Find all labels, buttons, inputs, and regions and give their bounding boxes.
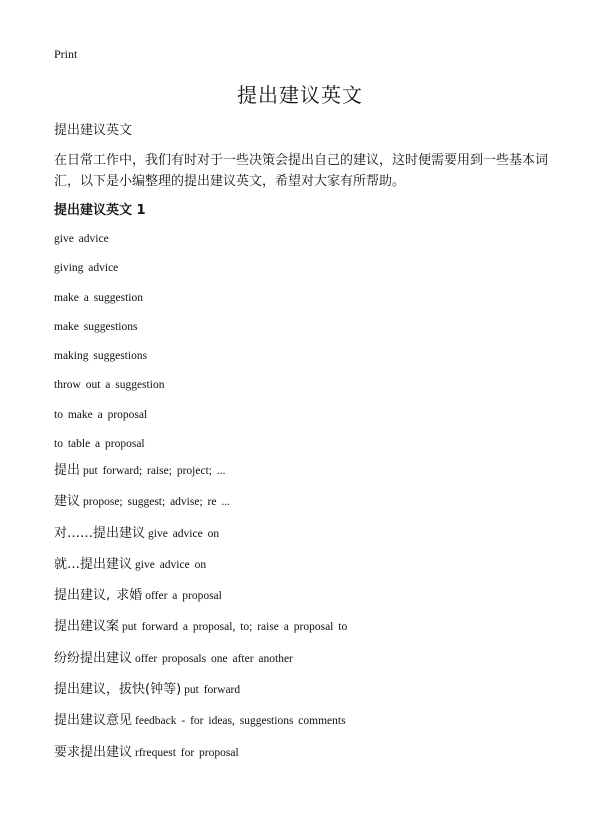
phrase-item: throw out a suggestion bbox=[54, 379, 165, 392]
phrase-item: make suggestions bbox=[54, 320, 138, 333]
phrase-item: to make a proposal bbox=[54, 408, 148, 421]
glossary-chinese: 就…提出建议 bbox=[54, 556, 133, 572]
document-title: 提出建议英文 bbox=[237, 83, 363, 107]
section-heading: 提出建议英文 1 bbox=[54, 203, 146, 218]
document-subtitle: 提出建议英文 bbox=[54, 123, 133, 138]
glossary-chinese: 提出 bbox=[54, 463, 81, 478]
glossary-item bbox=[54, 585, 574, 616]
phrase-item: make a suggestion bbox=[54, 291, 143, 304]
glossary-chinese: 对……提出建议 bbox=[54, 525, 146, 541]
glossary-chinese: 提出建议案 bbox=[54, 619, 120, 635]
glossary-english: put forward; raise; project; ... bbox=[83, 465, 226, 477]
glossary-item bbox=[54, 616, 574, 647]
glossary-chinese: 纷纷提出建议 bbox=[54, 650, 133, 666]
glossary-english: rfrequest for proposal bbox=[135, 746, 239, 759]
glossary-chinese: 建议 bbox=[54, 494, 81, 510]
print-label: Print bbox=[54, 47, 78, 61]
glossary-english: give advice on bbox=[135, 558, 207, 571]
glossary-chinese: 提出建议，拔快(钟等) bbox=[54, 682, 182, 698]
glossary-chinese: 要求提出建议 bbox=[54, 744, 133, 760]
phrase-item: give advice bbox=[54, 233, 109, 245]
phrase-item: giving advice bbox=[54, 262, 119, 275]
glossary-english: put forward bbox=[184, 684, 241, 697]
phrase-item: making suggestions bbox=[54, 350, 148, 363]
glossary-item bbox=[54, 460, 574, 491]
glossary-item bbox=[54, 710, 574, 741]
phrase-list bbox=[54, 228, 574, 462]
intro-paragraph: 在日常工作中，我们有时对于一些决策会提出自己的建议，这时便需要用到一些基本词汇，以下是小编整理的提出建议英文，希望对大家有所帮助。 bbox=[54, 153, 549, 189]
glossary-item bbox=[54, 523, 574, 554]
glossary-english: offer a proposal bbox=[145, 590, 222, 603]
glossary-english: give advice on bbox=[148, 527, 220, 540]
glossary-item bbox=[54, 742, 574, 773]
glossary-english: propose; suggest; advise; re ... bbox=[83, 496, 230, 509]
glossary-english: offer proposals one after another bbox=[135, 652, 293, 665]
glossary-chinese: 提出建议意见 bbox=[54, 713, 133, 729]
glossary-english: feedback - for ideas, suggestions comments bbox=[135, 715, 346, 728]
glossary-item bbox=[54, 679, 574, 710]
glossary-english: put forward a proposal, to; raise a proposal to bbox=[122, 621, 348, 634]
glossary-chinese: 提出建议, 求婚 bbox=[54, 588, 143, 604]
phrase-item: to table a proposal bbox=[54, 438, 145, 451]
glossary-item bbox=[54, 648, 574, 679]
glossary-item bbox=[54, 554, 574, 585]
glossary-list bbox=[54, 460, 574, 773]
glossary-item bbox=[54, 491, 574, 522]
